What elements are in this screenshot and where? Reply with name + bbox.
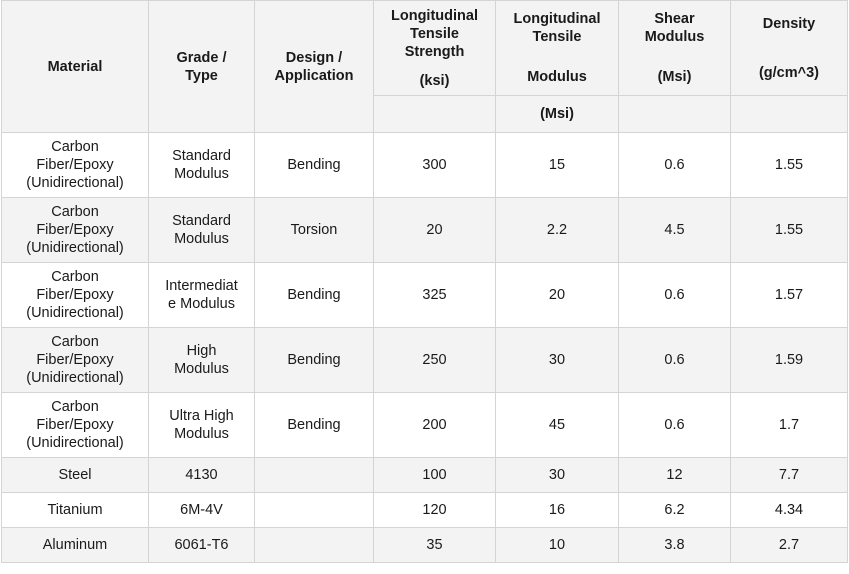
- header-longitudinal-tensile-modulus: Longitudinal Tensile Modulus: [496, 1, 619, 96]
- cell-grade: 6M-4V: [149, 493, 255, 528]
- cell-tensile-strength: 100: [374, 458, 496, 493]
- cell-grade: Ultra High Modulus: [149, 393, 255, 458]
- table-row: [2, 198, 848, 263]
- material-properties-table: [1, 0, 848, 563]
- cell-tensile-modulus: 2.2: [496, 198, 619, 263]
- table-row: [2, 493, 848, 528]
- cell-design: Bending: [255, 263, 374, 328]
- cell-shear-modulus: 0.6: [619, 133, 731, 198]
- cell-material: Carbon Fiber/Epoxy (Unidirectional): [2, 328, 149, 393]
- cell-shear-modulus: 0.6: [619, 328, 731, 393]
- cell-material: Carbon Fiber/Epoxy (Unidirectional): [2, 393, 149, 458]
- cell-material: Titanium: [2, 493, 149, 528]
- cell-material: Aluminum: [2, 528, 149, 563]
- table-row: [2, 393, 848, 458]
- cell-design: Torsion: [255, 198, 374, 263]
- header-sub-empty: [374, 96, 496, 133]
- table-row: [2, 458, 848, 493]
- cell-tensile-modulus: 30: [496, 328, 619, 393]
- cell-tensile-strength: 300: [374, 133, 496, 198]
- cell-design: Bending: [255, 328, 374, 393]
- cell-tensile-strength: 325: [374, 263, 496, 328]
- cell-shear-modulus: 0.6: [619, 393, 731, 458]
- cell-grade: 6061-T6: [149, 528, 255, 563]
- header-material: Material: [2, 1, 149, 133]
- cell-material: Steel: [2, 458, 149, 493]
- cell-grade: Intermediat e Modulus: [149, 263, 255, 328]
- cell-tensile-modulus: 30: [496, 458, 619, 493]
- cell-tensile-modulus: 15: [496, 133, 619, 198]
- cell-material: Carbon Fiber/Epoxy (Unidirectional): [2, 133, 149, 198]
- cell-design: Bending: [255, 393, 374, 458]
- cell-tensile-strength: 250: [374, 328, 496, 393]
- cell-material: Carbon Fiber/Epoxy (Unidirectional): [2, 263, 149, 328]
- cell-density: 1.55: [731, 133, 848, 198]
- cell-shear-modulus: 4.5: [619, 198, 731, 263]
- cell-density: 1.57: [731, 263, 848, 328]
- header-longitudinal-tensile-modulus-unit: (Msi): [496, 96, 619, 133]
- cell-material: Carbon Fiber/Epoxy (Unidirectional): [2, 198, 149, 263]
- cell-density: 1.7: [731, 393, 848, 458]
- table-row: [2, 263, 848, 328]
- header-sub-empty: [731, 96, 848, 133]
- cell-tensile-modulus: 20: [496, 263, 619, 328]
- cell-shear-modulus: 0.6: [619, 263, 731, 328]
- header-sub-empty: [619, 96, 731, 133]
- cell-tensile-strength: 20: [374, 198, 496, 263]
- cell-tensile-strength: 200: [374, 393, 496, 458]
- cell-design: [255, 458, 374, 493]
- cell-design: [255, 493, 374, 528]
- cell-density: 2.7: [731, 528, 848, 563]
- cell-shear-modulus: 3.8: [619, 528, 731, 563]
- table-row: [2, 528, 848, 563]
- cell-tensile-strength: 35: [374, 528, 496, 563]
- table-row: [2, 328, 848, 393]
- cell-grade: Standard Modulus: [149, 133, 255, 198]
- cell-design: [255, 528, 374, 563]
- table-row: [2, 133, 848, 198]
- cell-density: 4.34: [731, 493, 848, 528]
- cell-grade: Standard Modulus: [149, 198, 255, 263]
- header-longitudinal-tensile-strength: Longitudinal Tensile Strength (ksi): [374, 1, 496, 96]
- header-density: Density (g/cm^3): [731, 1, 848, 96]
- cell-shear-modulus: 6.2: [619, 493, 731, 528]
- cell-density: 7.7: [731, 458, 848, 493]
- cell-grade: 4130: [149, 458, 255, 493]
- cell-tensile-strength: 120: [374, 493, 496, 528]
- cell-density: 1.59: [731, 328, 848, 393]
- cell-design: Bending: [255, 133, 374, 198]
- cell-tensile-modulus: 16: [496, 493, 619, 528]
- cell-grade: High Modulus: [149, 328, 255, 393]
- cell-density: 1.55: [731, 198, 848, 263]
- cell-tensile-modulus: 10: [496, 528, 619, 563]
- cell-shear-modulus: 12: [619, 458, 731, 493]
- header-grade-type: Grade / Type: [149, 1, 255, 133]
- cell-tensile-modulus: 45: [496, 393, 619, 458]
- header-shear-modulus: Shear Modulus (Msi): [619, 1, 731, 96]
- header-design-application: Design / Application: [255, 1, 374, 133]
